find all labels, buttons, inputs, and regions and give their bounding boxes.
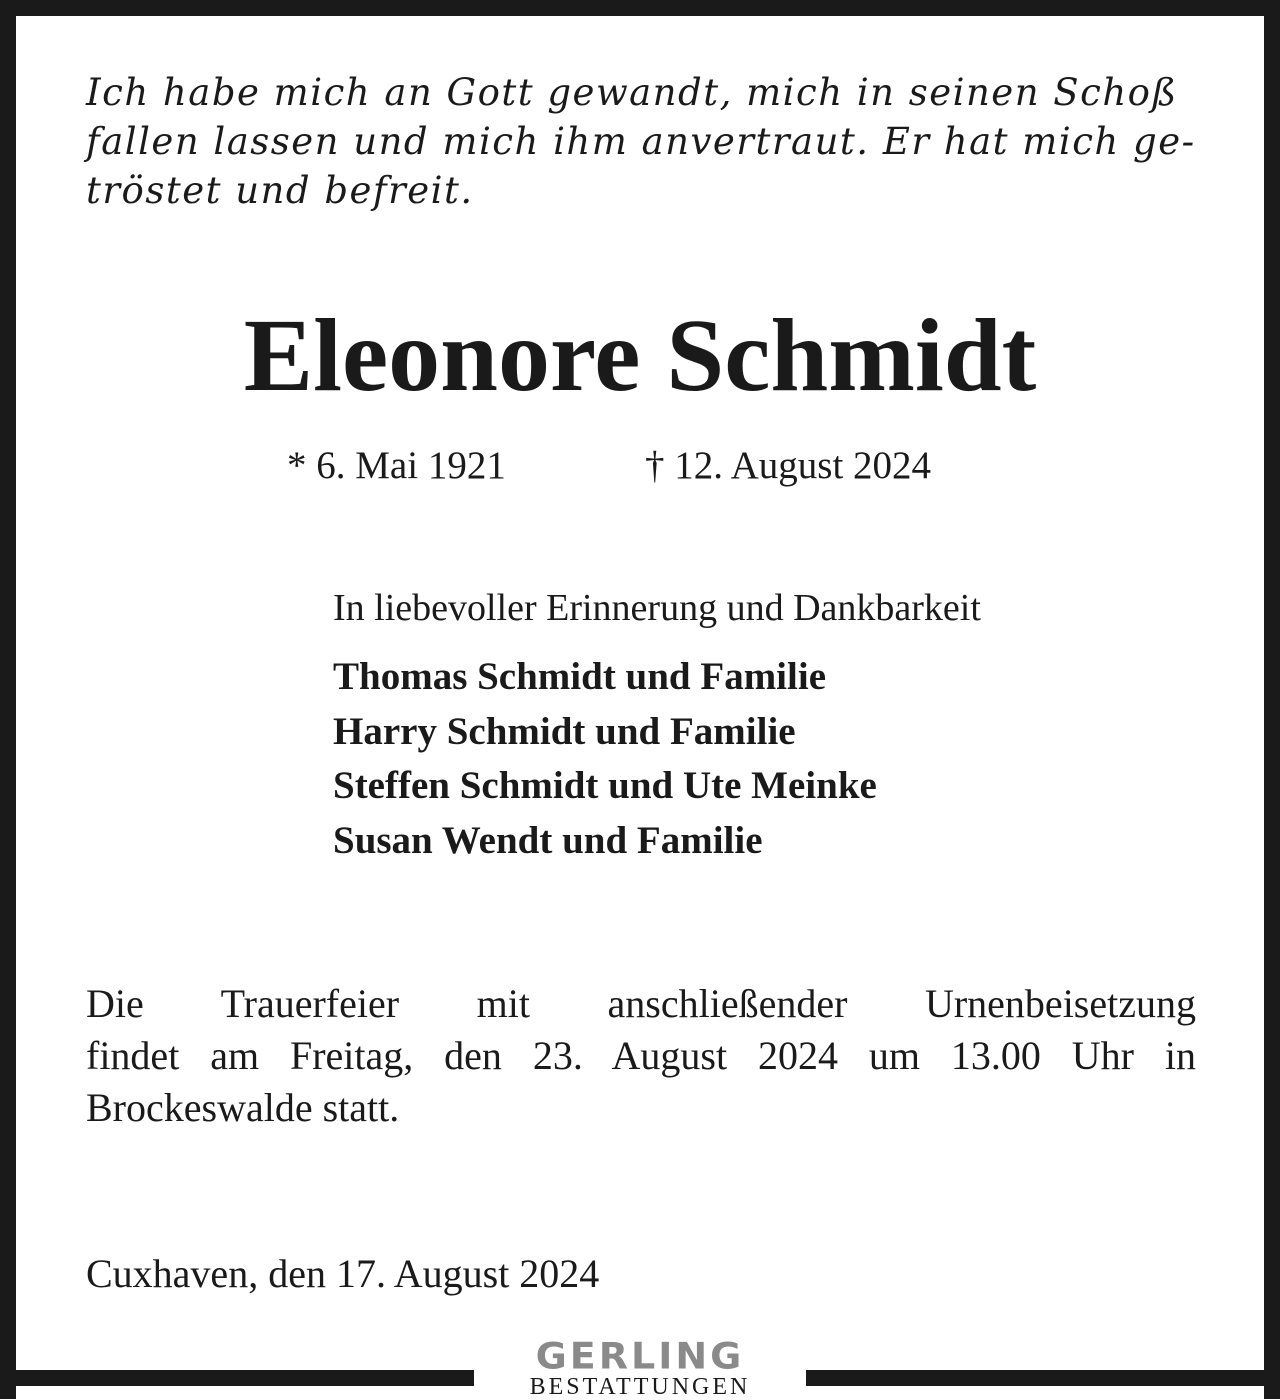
ceremony-line: Die Trauerfeier mit anschließender Urnenbeisetzung xyxy=(86,981,1196,1026)
place-and-date: Cuxhaven, den 17. August 2024 xyxy=(86,1251,600,1296)
birth-date: * 6. Mai 1921 xyxy=(287,444,506,487)
bottom-rule-right xyxy=(806,1370,1264,1386)
mourner-item: Thomas Schmidt und Familie xyxy=(333,655,827,698)
death-date: † 12. August 2024 xyxy=(645,444,932,487)
ceremony-line: Brockeswalde statt. xyxy=(86,1085,400,1130)
mourner-item: Steffen Schmidt und Ute Meinke xyxy=(333,764,877,807)
mourner-item: Susan Wendt und Familie xyxy=(333,818,763,862)
deceased-name: Eleonore Schmidt xyxy=(243,298,1037,413)
quote-line: Ich habe mich an Gott gewandt, mich in seinen Schoß xyxy=(86,71,1178,114)
ceremony-line: findet am Freitag, den 23. August 2024 um 13.00 Uhr in xyxy=(86,1033,1196,1078)
quote-line: tröstet und befreit. xyxy=(86,169,474,212)
logo-subtitle: BESTATTUNGEN xyxy=(529,1374,751,1400)
quote-line: fallen lassen und mich ihm anvertraut. Er hat mich ge- xyxy=(86,120,1196,163)
bottom-rule-left xyxy=(16,1370,474,1386)
ceremony-notice xyxy=(86,978,1196,1134)
logo-wordmark: GERLING xyxy=(535,1335,745,1377)
memorial-line: In liebevoller Erinnerung und Dankbarkeit xyxy=(333,587,981,629)
funeral-home-logo xyxy=(474,1336,806,1400)
mourners-list xyxy=(333,650,877,868)
mourner-item: Harry Schmidt und Familie xyxy=(333,709,796,753)
bible-quote xyxy=(86,68,1196,215)
